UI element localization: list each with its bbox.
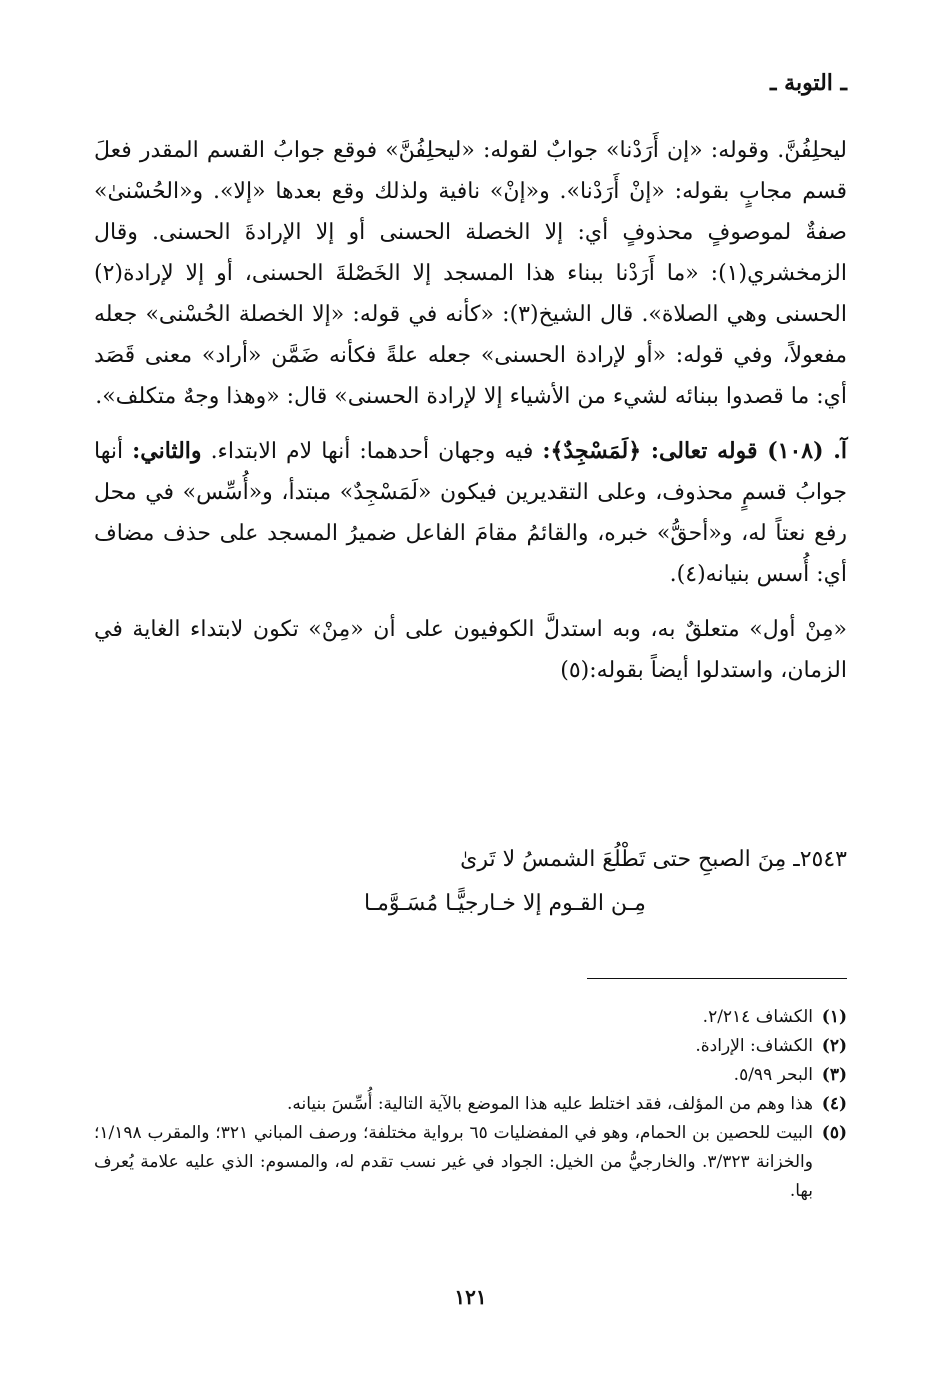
footnote-4: [94, 1090, 847, 1119]
footnote-5: [94, 1119, 847, 1206]
footnote-number: (٥): [821, 1123, 847, 1143]
running-head: ـ التوبة ـ: [770, 70, 847, 96]
footnotes: [94, 1003, 847, 1206]
paragraph-2-text-b: أنها جوابُ قسمٍ محذوف، وعلى التقديرين فيكون «لَمَسْجِدٌ» مبتدأ، و«أُسِّس» في محل رفع نعتاً له، و«أحقُّ» خبره، والقائمُ مقامَ الفاعل ضميرُ المسجد على حذف مضاف أي: أُسس بنيانه(٤).: [94, 439, 847, 587]
paragraph-2-text-a: فيه وجهان أحدهما: أنها لام الابتداء.: [201, 439, 543, 464]
paragraph-1: ليحلِفُنَّ. وقوله: «إن أَرَدْنا» جوابٌ لقوله: «ليحلِفُنَّ» فوقع جوابُ القسم المقدر فعلَ قسم مجابٍ بقوله: «إنْ أَرَدْنا». و«إنْ» نافية ولذلك وقع بعدها «إلا». و«الحُسْنىٰ» صفةٌ لموصوفٍ محذوفٍ أي: إلا الخصلة الحسنى أو إلا الإرادةَ الحسنى. وقال الزمخشري(١): «ما أَرَدْنا ببناء هذا المسجد إلا الخَصْلةَ الحسنى، أو إلا لإرادة(٢) الحسنى وهي الصلاة». قال الشيخ(٣): «كأنه في قوله: «إلا الخصلة الحُسْنى» جعله مفعولاً، وفي قوله: «أو لإرادة الحسنى» جعله علةً فكأنه ضَمَّن «أراد» معنى قَصَد أي: ما قصدوا ببنائه لشيء من الأشياء إلا لإرادة الحسنى» قال: «وهذا وجهٌ متكلف».: [94, 138, 847, 409]
footnote-number: (١): [821, 1007, 847, 1027]
verse-line-2: مِـن القـوم إلا خـارجيًّـا مُسَـوَّمـا: [364, 891, 646, 916]
footnote-text: البيت للحصين بن الحمام، وهو في المفضليات ٦٥ برواية مختلفة؛ ورصف المباني ٣٢١؛ والمقرب ١/١٩٨؛ والخزانة ٣/٣٢٣. والخارجيُّ من الخيل: الجواد في غير نسب تقدم له، والمسوم: الذي عليه علامة يُعرف بها.: [94, 1123, 813, 1201]
footnote-text: هذا وهم من المؤلف، فقد اختلط عليه هذا الموضع بالآية التالية: أُسِّسَ بنيانه.: [286, 1094, 813, 1114]
footnote-text: الكشاف: الإرادة.: [695, 1036, 813, 1056]
footnote-number: (٢): [821, 1036, 847, 1056]
poetry-verse: [94, 838, 847, 926]
paragraph-2: [94, 431, 847, 595]
footnote-2: [94, 1032, 847, 1061]
footnote-text: الكشاف ٢/٢١٤.: [702, 1007, 813, 1027]
page-number: ١٢١: [454, 1285, 487, 1309]
footnote-number: (٤): [821, 1094, 847, 1114]
main-text: [94, 130, 847, 691]
footnote-divider: [587, 978, 847, 979]
footnote-3: [94, 1061, 847, 1090]
footnote-text: البحر ٥/٩٩.: [733, 1065, 813, 1085]
verse-line-1: ٢٥٤٣ـ مِنَ الصبحِ حتى تَطْلُعَ الشمسُ لا تَرىٰ: [460, 847, 847, 872]
second-view-label: والثاني:: [132, 438, 202, 464]
footnote-1: [94, 1003, 847, 1032]
paragraph-3: «مِنْ أول» متعلقٌ به، وبه استدلَّ الكوفيون على أن «مِنْ» تكون لابتداء الغاية في الزمان، واستدلوا أيضاً بقوله:(٥): [94, 617, 847, 683]
footnote-number: (٣): [821, 1065, 847, 1085]
verse-reference: آ. (١٠٨) قوله تعالى: ﴿لَمَسْجِدٌ﴾:: [542, 438, 847, 464]
